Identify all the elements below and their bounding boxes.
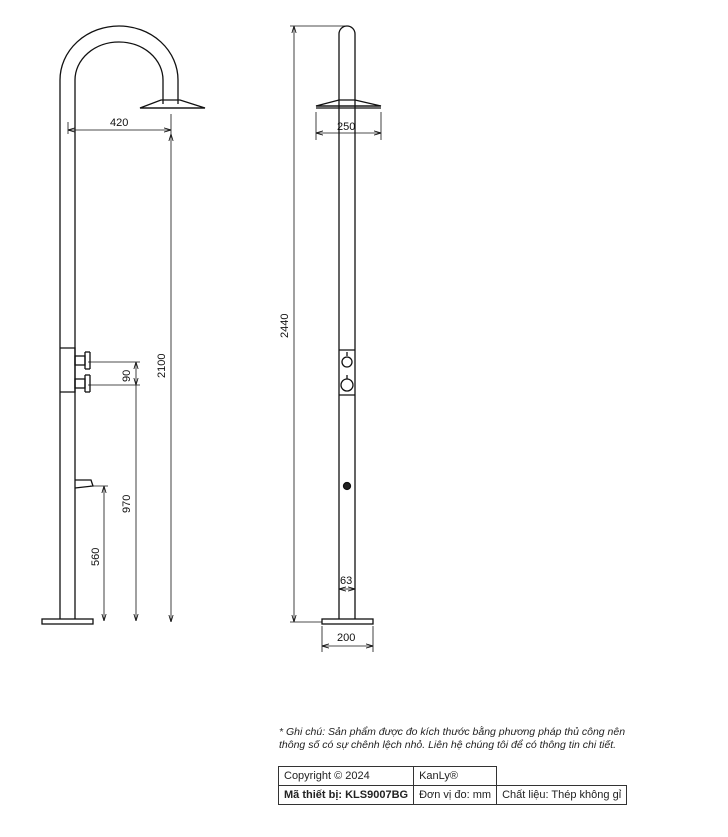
unit-cell: Đơn vị đo: mm [414,786,497,805]
front-base [322,619,373,624]
side-foot-spout [75,480,93,488]
side-view [42,26,205,624]
side-valve-panel [60,348,75,392]
dim-valve-height: 970 [121,494,133,513]
front-valve-bottom [341,375,353,391]
dim-pipe-diameter: 63 [340,575,353,587]
note-line-1: * Ghi chú: Sản phẩm được đo kích thước bằng phương pháp thủ công nên [279,726,626,738]
empty-cell [497,767,627,786]
front-pipe [339,26,355,619]
side-valve-top [75,352,90,369]
brand-cell: KanLy® [414,767,497,786]
disclaimer-note [279,726,709,752]
title-block [278,766,627,805]
material-cell: Chất liệu: Thép không gỉ [497,786,627,805]
side-shower-head [140,100,205,108]
front-dimensions [290,26,381,652]
side-valve-bottom [75,375,90,392]
side-pipe-outer [60,26,178,619]
front-valve-top [342,352,352,367]
front-view [316,26,381,624]
dim-base-width: 200 [337,632,356,644]
dim-spout-height: 560 [90,547,102,566]
copyright-cell: Copyright © 2024 [279,767,414,786]
dim-height: 2100 [156,353,168,378]
front-shower-head [316,100,381,106]
side-base [42,619,93,624]
dim-head-diameter: 250 [337,121,356,133]
dim-valve-gap: 90 [121,369,133,382]
model-cell: Mã thiết bị: KLS9007BG [279,786,414,805]
dim-total-height: 2440 [279,313,291,338]
note-line-2: thông số có sự chênh lệch nhỏ. Liên hệ chúng tôi để có thông tin chi tiết. [279,739,617,751]
dim-reach: 420 [110,117,129,129]
front-foot-button [344,483,351,490]
